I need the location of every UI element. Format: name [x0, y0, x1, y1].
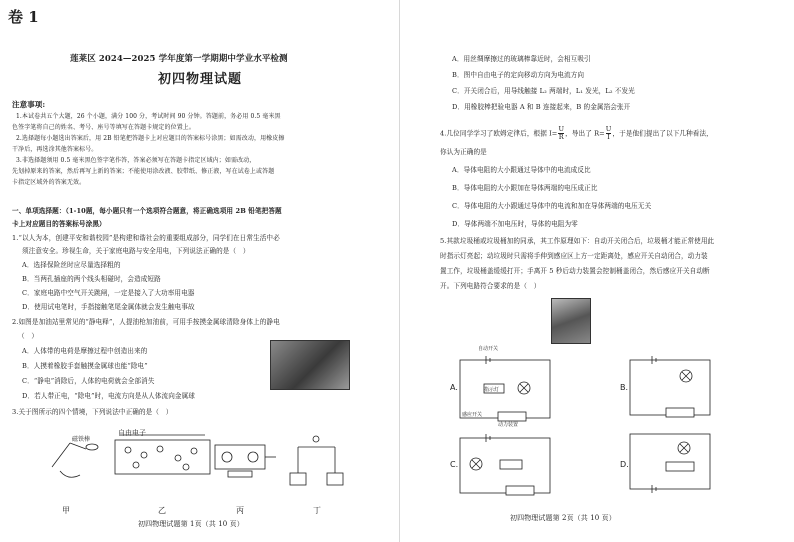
circuit-c: [460, 434, 550, 495]
sensor-switch-label: 感应开关: [462, 412, 483, 418]
q2-option: C．“静电”消除后，人体的电荷就会全部消失: [22, 377, 155, 385]
q4-option: B．导体电阻的大小跟加在导体两端的电压成正比: [452, 184, 598, 192]
q1-option: D．使用试电笔时，手指接触笔尾金属体就会发生触电事故: [22, 303, 195, 311]
figure-label-magnet: 磁铁棒: [72, 436, 91, 443]
figure-yi: [115, 435, 210, 474]
notice-line: 先划掉原来的答案，然后再写上新的答案；不能使用涂改液、胶带纸、修正液，写在试卷上或答题: [12, 168, 275, 175]
q4-stem-prefix: 4.几位同学学习了欧姆定律后，根据 I=: [440, 129, 558, 138]
section-heading: 一、单项选择题：（1-10题，每小题只有一个选项符合题意，将正确选项用 2B 铅笔把答题: [12, 207, 282, 215]
figure-caption-ding: 丁: [313, 506, 321, 515]
circuit-c-label: C.: [450, 460, 459, 469]
fraction-numerator: U: [558, 125, 565, 133]
notice-line: 卡指定区域外的答案无效。: [12, 179, 86, 186]
circuit-d: [630, 434, 710, 493]
circuit-d-label: D.: [620, 460, 629, 469]
auto-switch-label: 自动开关: [478, 346, 499, 352]
footer-right: 初四物理试题第 2页（共 10 页）: [510, 514, 616, 522]
q5-circuits: [440, 350, 740, 500]
fraction-denominator: R: [558, 133, 564, 141]
notice-line: 色签字笔将自己的姓名、考号、座号等填写在答题卡规定的位置上。: [12, 124, 196, 131]
q2-option: B．人摸着橡胶手套触摸金属球也能“除电”: [22, 362, 148, 370]
q1-option: A．选择保险丝时应尽量选择粗的: [22, 261, 121, 269]
q2-option: A．人体带的电荷是摩擦过程中创造出来的: [22, 347, 148, 355]
fraction-numerator: U: [605, 125, 612, 133]
notice-line: 干净后，再选涂其他答案标号。: [12, 146, 98, 153]
q3-option: D．用橡胶棒把验电器 A 和 B 连接起来，B 的金属箔会张开: [452, 103, 631, 111]
q4-stem: 你认为正确的是: [440, 148, 487, 156]
q4-option: D．导体两端不加电压时，导体的电阻为零: [452, 220, 578, 228]
notice-line: 3.非选择题须用 0.5 毫米黑色签字笔作答，答案必须写在答题卡指定区域内；如需改动，: [16, 157, 256, 164]
fraction-u-over-i: [606, 126, 612, 141]
q3-option: A．用丝绸摩擦过的玻璃棒靠近时，会相互吸引: [452, 55, 591, 63]
q4-stem-suffix: ，于是他们提出了以下几种看法，: [612, 129, 713, 138]
q3-option: C．开关闭合后，用导线触接 L₂ 两端时，L₁ 发光，L₂ 不发光: [452, 87, 635, 95]
q4-stem: [440, 126, 713, 141]
q2-option: D．若人带正电，“除电”时，电流方向是从人体流向金属球: [22, 392, 195, 400]
circuit-b: [630, 356, 710, 417]
q1-option: C．家庭电路中空气开关跳闸，一定是接入了大功率用电器: [22, 289, 195, 297]
figure-label-electron: 自由电子: [118, 429, 146, 437]
q1-stem: 须注意安全。珍视生命，关于家庭电路与安全用电，下列说法正确的是（ ）: [22, 247, 250, 255]
q4-stem-middle: ，导出了 R=: [565, 129, 605, 138]
q2-stem: （ ）: [18, 332, 39, 340]
exam-title: 莲莱区 2024—2025 学年度第一学期期中学业水平检测: [70, 54, 288, 64]
q4-option: A．导体电阻的大小跟通过导体中的电流成反比: [452, 166, 591, 174]
notice-line: 2.选择题每小题选出答案后，用 2B 铅笔把答题卡上对应题目的答案标号涂黑；如需改动，用橡皮擦: [16, 135, 285, 142]
circuit-b-label: B.: [620, 383, 629, 392]
q3-stem: 3.关于图所示的四个情境，下列说法中正确的是（ ）: [12, 408, 173, 416]
q5-stem: 时指示灯亮起；动垃圾时只需将手伸到感应区上方一定距离处，感应开关自动闭合，动力装: [440, 252, 708, 260]
subject-title: 初四物理试题: [158, 72, 243, 87]
static-discharger-photo: [270, 340, 350, 390]
figure-caption-jia: 甲: [62, 506, 70, 515]
q3-option: B．图中自由电子的定向移动方向为电流方向: [452, 71, 585, 79]
q3-figures: [40, 425, 380, 495]
notice-line: 1.本试卷共五个大题，26 个小题，满分 100 分，考试时间 90 分钟。答题前，务必用 0.5 毫米黑: [16, 113, 281, 120]
notice-heading: 注意事项:: [12, 100, 46, 109]
figure-jia: [52, 443, 98, 477]
figure-ding: [290, 436, 343, 485]
indicator-label: 指示灯: [484, 387, 500, 393]
trash-can-photo: [551, 298, 591, 344]
figure-bing: [215, 445, 276, 477]
q5-stem: 5.其款垃圾桶或垃圾桶加的同承，其工作原理如下：自动开关闭合后，垃圾桶才能正常使用此: [440, 237, 715, 245]
figure-caption-bing: 丙: [236, 506, 244, 515]
q1-option: B．当两孔插座的两个线头相碰时，会造成短路: [22, 275, 161, 283]
fraction-denominator: I: [607, 133, 610, 141]
circuit-a-label: A.: [450, 383, 458, 392]
section-heading: 卡上对应题目的答案标号涂黑）: [12, 220, 106, 228]
figure-caption-yi: 乙: [158, 506, 166, 515]
q1-stem: 1.“以人为本，创建平安和谐校园”是构建和谐社会的重要组成部分，同学们在日常生活中必: [12, 234, 280, 242]
q4-option: C．导体电阻的大小跟通过导体中的电流和加在导体两端的电压无关: [452, 202, 652, 210]
q5-stem: 开。下列电路符合要求的是（ ）: [440, 282, 541, 290]
q5-stem: 置工作，垃圾桶盖缓缓打开；手离开 5 秒后动力装置会控制桶盖闭合，然后感应开关自动断: [440, 267, 710, 275]
footer-left: 初四物理试题第 1页（共 10 页）: [138, 520, 244, 528]
q2-stem: 2.如图是加油站里常见的“静电释”，人提油枪加油前，可用手按摸金属球清除身体上的静电: [12, 318, 280, 326]
motor-label: 动力装置: [498, 422, 519, 428]
right-page: [400, 0, 794, 542]
fraction-u-over-r: [558, 126, 564, 141]
corner-label: 卷 1: [8, 8, 39, 26]
